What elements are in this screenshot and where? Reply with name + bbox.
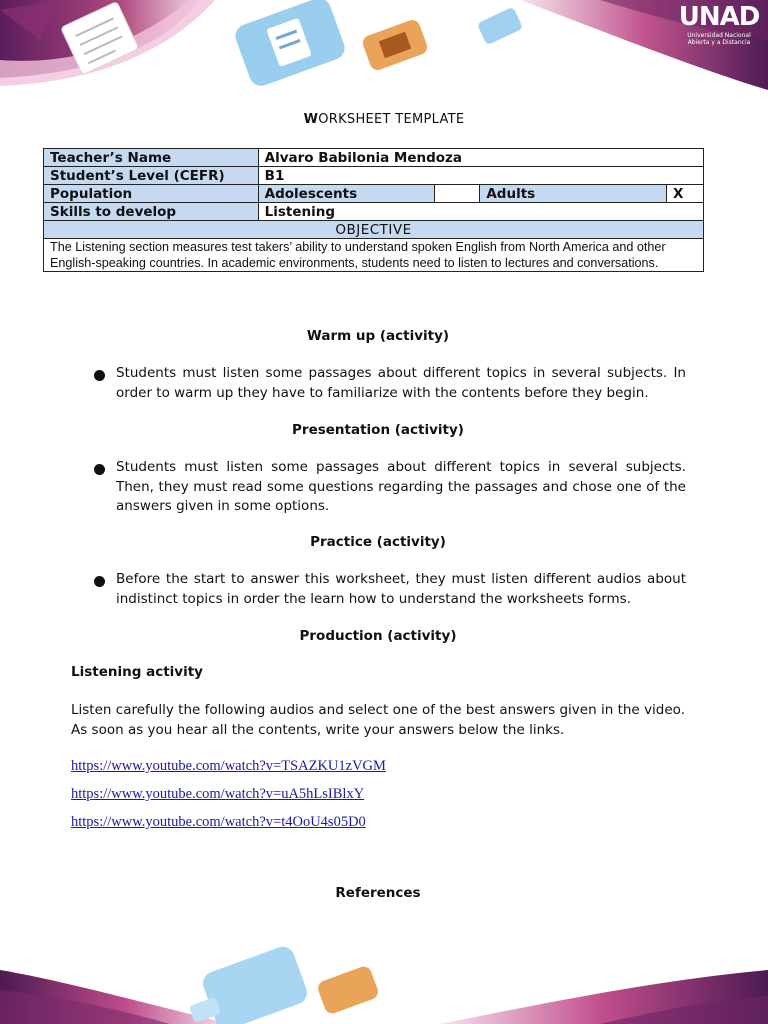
- table-row: [44, 221, 704, 239]
- unad-logo: [676, 2, 762, 54]
- table-row: [44, 203, 704, 221]
- worksheet-title: [0, 112, 768, 127]
- skills-label: Skills to develop: [44, 203, 259, 221]
- objective-text: The Listening section measures test takers’ ability to understand spoken English from North America and other English-speaking countries. In academic environments, students need to listen to lectures and conversations.: [44, 239, 704, 272]
- youtube-link-2[interactable]: https://www.youtube.com/watch?v=uA5hLsIBlxY: [71, 786, 365, 802]
- youtube-link-1[interactable]: https://www.youtube.com/watch?v=TSAZKU1zVGM: [71, 758, 386, 774]
- logo-subtitle: Universidad Nacional Abierta y a Distancia: [687, 32, 751, 46]
- logo-mark: UNAD: [678, 2, 760, 32]
- youtube-link-3[interactable]: https://www.youtube.com/watch?v=t4OoU4s05D0: [71, 814, 366, 830]
- practice-bullet: [94, 570, 686, 610]
- table-row: [44, 239, 704, 272]
- listening-activity-text: Listen carefully the following audios and select one of the best answers given in the video. As soon as you hear all the contents, write your answers below the links.: [71, 702, 685, 738]
- warmup-text: Students must listen some passages about different topics in several subjects. In order to warm up they have to familiarize with the contents before they begin.: [116, 365, 686, 401]
- title-initial: W: [303, 112, 319, 127]
- skills-value: Listening: [258, 203, 703, 221]
- title-rest: ORKSHEET TEMPLATE: [318, 112, 465, 127]
- objective-header: OBJECTIVE: [44, 221, 704, 239]
- population-adults: Adults: [480, 185, 667, 203]
- teacher-name-label: Teacher’s Name: [44, 149, 259, 167]
- bullet-icon: [94, 464, 105, 475]
- population-adolescents-mark: [435, 185, 480, 203]
- footer-decoration: [0, 940, 768, 1024]
- population-label: Population: [44, 185, 259, 203]
- presentation-title: Presentation (activity): [292, 422, 464, 438]
- warmup-title: Warm up (activity): [306, 328, 450, 344]
- practice-title: Practice (activity): [310, 534, 446, 550]
- table-row: [44, 149, 704, 167]
- presentation-text: Students must listen some passages about different topics in several subjects. Then, they must read some questions regarding the passages and chose one of the answers given in some options.: [116, 459, 686, 514]
- presentation-bullet: [94, 458, 686, 518]
- header-decoration-graphic: [0, 0, 768, 100]
- table-row: [44, 185, 704, 203]
- warmup-bullet: [94, 364, 686, 404]
- population-adults-mark: X: [667, 185, 704, 203]
- teacher-name-value: Alvaro Babilonia Mendoza: [258, 149, 703, 167]
- footer-decoration-graphic: [0, 940, 768, 1024]
- worksheet-info-table: [43, 148, 704, 272]
- header-decoration: [0, 0, 768, 100]
- population-adolescents: Adolescents: [258, 185, 435, 203]
- production-title: Production (activity): [299, 628, 457, 644]
- student-level-label: Student’s Level (CEFR): [44, 167, 259, 185]
- bullet-icon: [94, 370, 105, 381]
- table-row: [44, 167, 704, 185]
- student-level-value: B1: [258, 167, 703, 185]
- references-title: References: [335, 885, 421, 901]
- listening-activity-title: Listening activity: [71, 664, 203, 680]
- bullet-icon: [94, 576, 105, 587]
- practice-text: Before the start to answer this worksheet, they must listen different audios about indistinct topics in order the learn how to understand the worksheets forms.: [116, 571, 686, 607]
